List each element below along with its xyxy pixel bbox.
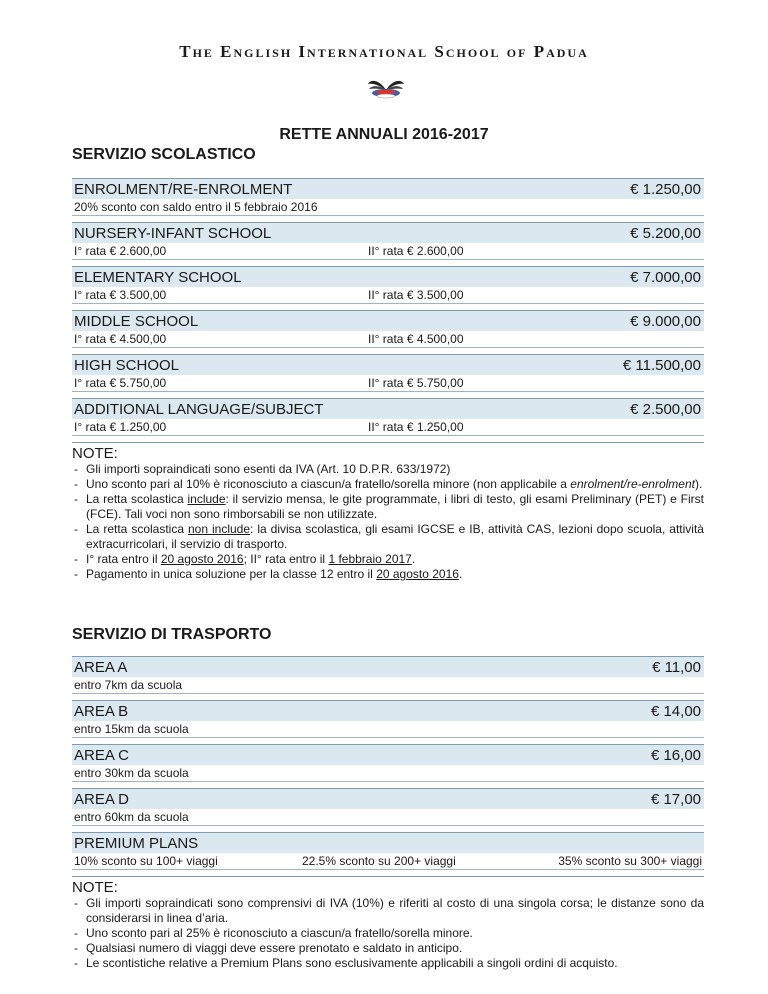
section-heading-transport: SERVIZIO DI TRASPORTO: [72, 626, 272, 643]
area-note-row: [72, 677, 704, 694]
area-label: AREA D: [74, 791, 130, 808]
fee-installments: [72, 419, 704, 436]
fee-row: [72, 310, 704, 331]
area-note-row: [72, 721, 704, 738]
fee-installments: [72, 331, 704, 348]
installment-2: II° rata € 4.500,00: [368, 332, 464, 346]
premium-tier: 35% sconto su 300+ viaggi: [558, 854, 702, 868]
enrolment-label: ENROLMENT/RE-ENROLMENT: [74, 181, 293, 198]
school-notes-list: [72, 462, 704, 582]
fee-row: [72, 398, 704, 419]
fee-price: € 9.000,00: [630, 313, 701, 330]
fee-row: [72, 354, 704, 375]
fee-installments: [72, 243, 704, 260]
fee-price: € 11.500,00: [622, 357, 701, 374]
installment-2: II° rata € 3.500,00: [368, 288, 464, 302]
fee-price: € 7.000,00: [630, 269, 701, 286]
enrolment-price: € 1.250,00: [630, 181, 701, 198]
premium-tier: 10% sconto su 100+ viaggi: [74, 854, 218, 868]
transport-notes-list: [72, 896, 704, 971]
fee-label: ELEMENTARY SCHOOL: [74, 269, 242, 286]
area-label: AREA A: [74, 659, 128, 676]
note-item: - Gli importi sopraindicati sono comprensivi di IVA (10%) e riferiti al costo di una singola corsa; le distanze sono da considerarsi in linea d’aria.: [72, 896, 704, 926]
area-note: entro 30km da scuola: [74, 766, 189, 780]
section-heading-school: SERVIZIO SCOLASTICO: [72, 146, 256, 163]
note-item: - Uno sconto pari al 10% è riconosciuto a ciascun/a fratello/sorella minore (non applicabile a enrolment/re-enrolment).: [72, 477, 704, 492]
fee-row: [72, 266, 704, 287]
area-row: [72, 656, 704, 677]
fee-label: NURSERY-INFANT SCHOOL: [74, 225, 272, 242]
page-title: RETTE ANNUALI 2016-2017: [279, 126, 489, 143]
note-item: - Uno sconto pari al 25% è riconosciuto a ciascun/a fratello/sorella minore.: [72, 926, 704, 941]
notes-label: NOTE:: [72, 876, 704, 896]
enrolment-note-row: [72, 199, 704, 216]
installment-2: II° rata € 5.750,00: [368, 376, 464, 390]
area-note-row: [72, 765, 704, 782]
area-note: entro 7km da scuola: [74, 678, 183, 692]
area-row: [72, 744, 704, 765]
fee-price: € 5.200,00: [630, 225, 701, 242]
fee-label: MIDDLE SCHOOL: [74, 313, 199, 330]
area-price: € 16,00: [650, 747, 701, 764]
note-item: - Qualsiasi numero di viaggi deve essere prenotato e saldato in anticipo.: [72, 941, 704, 956]
fee-label: ADDITIONAL LANGUAGE/SUBJECT: [74, 401, 324, 418]
school-name: The English International School of Padua: [179, 42, 589, 61]
fee-installments: [72, 287, 704, 304]
note-item: - La retta scolastica include: il servizio mensa, le gite programmate, i libri di testo, gli esami Preliminary (PET) e First (FCE). Tali voci non sono rimborsabili se non utilizzate.: [72, 492, 704, 522]
area-price: € 14,00: [650, 703, 701, 720]
installment-1: I° rata € 4.500,00: [74, 332, 167, 346]
fee-price: € 2.500,00: [630, 401, 701, 418]
premium-row: [72, 832, 704, 853]
fee-row: [72, 222, 704, 243]
area-label: AREA C: [74, 747, 130, 764]
note-item: - Le scontistiche relative a Premium Plans sono esclusivamente applicabili a singoli ordini di acquisto.: [72, 956, 704, 971]
school-logo: [366, 70, 406, 110]
area-price: € 17,00: [650, 791, 701, 808]
enrolment-note: 20% sconto con saldo entro il 5 febbraio 2016: [74, 200, 318, 214]
installment-1: I° rata € 1.250,00: [74, 420, 167, 434]
installment-1: I° rata € 2.600,00: [74, 244, 167, 258]
installment-2: II° rata € 1.250,00: [368, 420, 464, 434]
area-row: [72, 788, 704, 809]
premium-tiers: [72, 853, 704, 870]
area-price: € 11,00: [652, 659, 701, 676]
area-note: entro 15km da scuola: [74, 722, 189, 736]
area-note: entro 60km da scuola: [74, 810, 189, 824]
enrolment-row: [72, 178, 704, 199]
notes-label: NOTE:: [72, 442, 704, 462]
area-row: [72, 700, 704, 721]
area-note-row: [72, 809, 704, 826]
note-item: - I° rata entro il 20 agosto 2016; II° rata entro il 1 febbraio 2017.: [72, 552, 704, 567]
note-item: - La retta scolastica non include: la divisa scolastica, gli esami IGCSE e IB, attività CAS, lezioni dopo scuola, attività extracurricolari, il servizio di trasporto.: [72, 522, 704, 552]
fee-label: HIGH SCHOOL: [74, 357, 180, 374]
area-label: AREA B: [74, 703, 129, 720]
premium-tier: 22.5% sconto su 200+ viaggi: [302, 854, 456, 868]
installment-2: II° rata € 2.600,00: [368, 244, 464, 258]
note-item: - Pagamento in unica soluzione per la classe 12 entro il 20 agosto 2016.: [72, 567, 704, 582]
fee-installments: [72, 375, 704, 392]
installment-1: I° rata € 5.750,00: [74, 376, 167, 390]
premium-label: PREMIUM PLANS: [74, 835, 199, 852]
installment-1: I° rata € 3.500,00: [74, 288, 167, 302]
note-item: - Gli importi sopraindicati sono esenti da IVA (Art. 10 D.P.R. 633/1972): [72, 462, 704, 477]
